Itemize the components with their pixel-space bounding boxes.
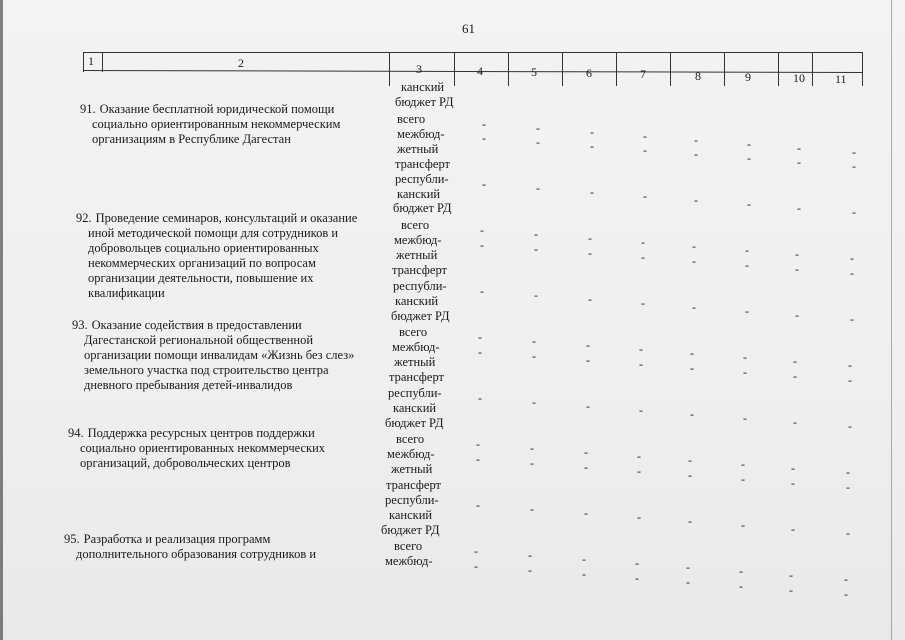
source-transfer: межбюд- bbox=[387, 447, 435, 461]
value-dash: - bbox=[694, 192, 698, 207]
item-title-continued: иной методической помощи для сотрудников и добровольцев социально ориентированных некоммерческих организаций по вопросам организации деятельности, повышение их квалификации bbox=[88, 226, 339, 300]
item-title-continued: Дагестанской региональной общественной организации помощи инвалидам «Жизнь без слез» земельного участка под строительство центра дневного пребывания детей-инвалидов bbox=[84, 333, 355, 392]
scan-edge bbox=[0, 0, 3, 640]
value-dash: - bbox=[739, 563, 743, 578]
value-dash: - bbox=[590, 139, 594, 154]
source-transfer: трансферт bbox=[389, 370, 444, 384]
value-dash: - bbox=[474, 559, 478, 573]
value-dash: - bbox=[482, 177, 486, 191]
value-dash: - bbox=[532, 349, 536, 364]
value-dash: - bbox=[530, 441, 534, 456]
value-dash: - bbox=[686, 559, 690, 574]
value-dash: - bbox=[480, 284, 484, 298]
value-dash: - bbox=[741, 471, 745, 486]
value-dash: - bbox=[536, 181, 540, 196]
value-dash: - bbox=[686, 574, 690, 589]
value-dash: - bbox=[690, 345, 694, 360]
value-dash: - bbox=[639, 342, 643, 357]
value-dash: - bbox=[534, 242, 538, 257]
value-dash: - bbox=[846, 464, 850, 479]
header-divider bbox=[454, 52, 455, 86]
value-dash: - bbox=[588, 246, 592, 261]
header-col-1: 1 bbox=[88, 54, 94, 68]
value-dash: - bbox=[745, 257, 749, 272]
value-dash: - bbox=[848, 418, 852, 433]
source-total: всего bbox=[399, 325, 428, 339]
source-transfer: межбюд- bbox=[385, 554, 433, 568]
value-dash: - bbox=[582, 552, 586, 567]
source-total: всего bbox=[396, 432, 425, 446]
value-dash: - bbox=[852, 158, 856, 173]
header-divider bbox=[812, 52, 813, 86]
header-col-10: 10 bbox=[793, 71, 805, 85]
header-col-5: 5 bbox=[531, 65, 537, 79]
value-dash: - bbox=[797, 154, 801, 169]
value-dash: - bbox=[793, 414, 797, 429]
value-dash: - bbox=[743, 364, 747, 379]
value-dash: - bbox=[635, 571, 639, 586]
value-dash: - bbox=[852, 204, 856, 219]
header-divider bbox=[724, 52, 725, 86]
source-republic: республи- bbox=[395, 172, 449, 186]
value-dash: - bbox=[747, 196, 751, 211]
value-dash: - bbox=[743, 410, 747, 425]
page-number: 61 bbox=[462, 21, 475, 36]
source-republic: бюджет РД bbox=[381, 523, 440, 537]
value-dash: - bbox=[584, 460, 588, 475]
header-top-border bbox=[83, 52, 863, 53]
value-dash: - bbox=[852, 144, 856, 159]
header-col-8: 8 bbox=[695, 69, 701, 83]
source-republic: республи- bbox=[385, 493, 439, 507]
source-republic: бюджет РД bbox=[393, 201, 452, 215]
value-dash: - bbox=[745, 242, 749, 257]
item-title: Оказание содействия в предоставлении bbox=[91, 318, 302, 332]
value-dash: - bbox=[480, 223, 484, 237]
value-dash: - bbox=[739, 578, 743, 593]
value-dash: - bbox=[530, 456, 534, 471]
value-dash: - bbox=[743, 349, 747, 364]
value-dash: - bbox=[690, 360, 694, 375]
source-transfer: межбюд- bbox=[392, 340, 440, 354]
value-dash: - bbox=[797, 140, 801, 155]
source-transfer: межбюд- bbox=[394, 233, 442, 247]
source-republic: канский bbox=[389, 508, 433, 522]
value-dash: - bbox=[530, 502, 534, 517]
value-dash: - bbox=[590, 125, 594, 140]
source-total: всего bbox=[397, 112, 426, 126]
value-dash: - bbox=[741, 517, 745, 532]
source-republic: республи- bbox=[393, 279, 447, 293]
header-col-4: 4 bbox=[477, 64, 483, 78]
header-divider bbox=[616, 52, 617, 86]
value-dash: - bbox=[482, 117, 486, 131]
value-dash: - bbox=[534, 227, 538, 242]
value-dash: - bbox=[637, 464, 641, 479]
value-dash: - bbox=[582, 567, 586, 582]
value-dash: - bbox=[534, 288, 538, 303]
item-number: 93. bbox=[72, 318, 88, 332]
value-dash: - bbox=[478, 391, 482, 405]
header-divider bbox=[83, 52, 84, 72]
value-dash: - bbox=[480, 238, 484, 252]
source-republic: канский bbox=[397, 187, 441, 201]
item-title: Проведение семинаров, консультаций и оказание bbox=[95, 211, 358, 225]
value-dash: - bbox=[797, 200, 801, 215]
value-dash: - bbox=[694, 146, 698, 161]
value-dash: - bbox=[741, 456, 745, 471]
item-title-continued: социально ориентированным некоммерческим организациям в Республике Дагестан bbox=[92, 117, 341, 146]
value-dash: - bbox=[643, 189, 647, 204]
header-col-11: 11 bbox=[835, 72, 847, 86]
value-dash: - bbox=[528, 563, 532, 578]
table-row-item-91 bbox=[80, 102, 380, 147]
value-dash: - bbox=[532, 395, 536, 410]
value-dash: - bbox=[476, 452, 480, 466]
source-transfer: межбюд- bbox=[397, 127, 445, 141]
source-transfer: трансферт bbox=[392, 263, 447, 277]
scan-edge bbox=[891, 0, 892, 640]
table-row-item-92 bbox=[76, 211, 376, 301]
item-title-continued: дополнительного образования сотрудников и bbox=[76, 547, 317, 561]
header-col-7: 7 bbox=[640, 67, 646, 81]
value-dash: - bbox=[643, 143, 647, 158]
value-dash: - bbox=[637, 510, 641, 525]
value-dash: - bbox=[692, 253, 696, 268]
value-dash: - bbox=[637, 449, 641, 464]
value-dash: - bbox=[588, 231, 592, 246]
item-number: 92. bbox=[76, 211, 92, 225]
value-dash: - bbox=[692, 299, 696, 314]
value-dash: - bbox=[641, 296, 645, 311]
value-dash: - bbox=[476, 498, 480, 512]
value-dash: - bbox=[590, 185, 594, 200]
table-header bbox=[83, 52, 863, 86]
value-dash: - bbox=[795, 307, 799, 322]
source-republic: бюджет РД bbox=[391, 309, 450, 323]
value-dash: - bbox=[588, 292, 592, 307]
value-dash: - bbox=[795, 246, 799, 261]
value-dash: - bbox=[850, 250, 854, 265]
value-dash: - bbox=[688, 452, 692, 467]
header-divider bbox=[389, 52, 390, 86]
value-dash: - bbox=[482, 131, 486, 145]
value-dash: - bbox=[528, 548, 532, 563]
value-dash: - bbox=[791, 521, 795, 536]
table-row-item-94 bbox=[68, 426, 368, 471]
value-dash: - bbox=[844, 571, 848, 586]
item-title: Разработка и реализация программ bbox=[83, 532, 271, 546]
source-republic: канский bbox=[395, 294, 439, 308]
value-dash: - bbox=[586, 399, 590, 414]
table-row-item-95 bbox=[64, 532, 364, 562]
value-dash: - bbox=[474, 544, 478, 558]
item-title: Поддержка ресурсных центров поддержки bbox=[87, 426, 315, 440]
value-dash: - bbox=[639, 403, 643, 418]
value-dash: - bbox=[793, 368, 797, 383]
value-dash: - bbox=[747, 136, 751, 151]
value-dash: - bbox=[850, 265, 854, 280]
value-dash: - bbox=[789, 567, 793, 582]
value-dash: - bbox=[688, 467, 692, 482]
value-dash: - bbox=[478, 345, 482, 359]
value-dash: - bbox=[793, 353, 797, 368]
item-number: 95. bbox=[64, 532, 80, 546]
carry-over-line: канский bbox=[401, 80, 445, 94]
value-dash: - bbox=[795, 261, 799, 276]
source-republic: республи- bbox=[388, 386, 442, 400]
source-transfer: жетный bbox=[391, 462, 433, 476]
value-dash: - bbox=[584, 506, 588, 521]
header-col-2: 2 bbox=[238, 56, 244, 70]
source-total: всего bbox=[394, 539, 423, 553]
value-dash: - bbox=[532, 334, 536, 349]
value-dash: - bbox=[586, 338, 590, 353]
value-dash: - bbox=[846, 479, 850, 494]
value-dash: - bbox=[789, 582, 793, 597]
value-dash: - bbox=[747, 150, 751, 165]
value-dash: - bbox=[641, 250, 645, 265]
value-dash: - bbox=[692, 238, 696, 253]
header-col-9: 9 bbox=[745, 70, 751, 84]
source-total: всего bbox=[401, 218, 430, 232]
table-row-item-93 bbox=[72, 318, 372, 393]
value-dash: - bbox=[641, 235, 645, 250]
value-dash: - bbox=[688, 513, 692, 528]
header-divider bbox=[102, 52, 103, 72]
source-transfer: трансферт bbox=[386, 478, 441, 492]
value-dash: - bbox=[848, 372, 852, 387]
value-dash: - bbox=[690, 406, 694, 421]
value-dash: - bbox=[791, 460, 795, 475]
value-dash: - bbox=[476, 437, 480, 451]
header-col-3: 3 bbox=[416, 62, 422, 76]
header-divider bbox=[778, 52, 779, 86]
value-dash: - bbox=[584, 445, 588, 460]
source-transfer: жетный bbox=[394, 355, 436, 369]
header-divider bbox=[562, 52, 563, 86]
value-dash: - bbox=[478, 330, 482, 344]
value-dash: - bbox=[635, 556, 639, 571]
item-number: 94. bbox=[68, 426, 84, 440]
source-transfer: трансферт bbox=[395, 157, 450, 171]
value-dash: - bbox=[745, 303, 749, 318]
value-dash: - bbox=[639, 357, 643, 372]
value-dash: - bbox=[791, 475, 795, 490]
source-transfer: жетный bbox=[396, 248, 438, 262]
header-col-6: 6 bbox=[586, 66, 592, 80]
value-dash: - bbox=[643, 129, 647, 144]
source-transfer: жетный bbox=[397, 142, 439, 156]
carry-over-line: бюджет РД bbox=[395, 95, 454, 109]
value-dash: - bbox=[846, 525, 850, 540]
header-divider bbox=[508, 52, 509, 86]
value-dash: - bbox=[694, 132, 698, 147]
item-number: 91. bbox=[80, 102, 96, 116]
item-title: Оказание бесплатной юридической помощи bbox=[99, 102, 335, 116]
header-divider bbox=[862, 52, 863, 86]
source-republic: канский bbox=[393, 401, 437, 415]
item-title-continued: социально ориентированных некоммерческих организаций, добровольческих центров bbox=[80, 441, 326, 470]
header-divider bbox=[670, 52, 671, 86]
value-dash: - bbox=[850, 311, 854, 326]
value-dash: - bbox=[844, 586, 848, 601]
value-dash: - bbox=[536, 121, 540, 136]
value-dash: - bbox=[536, 135, 540, 150]
value-dash: - bbox=[848, 357, 852, 372]
value-dash: - bbox=[586, 353, 590, 368]
source-republic: бюджет РД bbox=[385, 416, 444, 430]
